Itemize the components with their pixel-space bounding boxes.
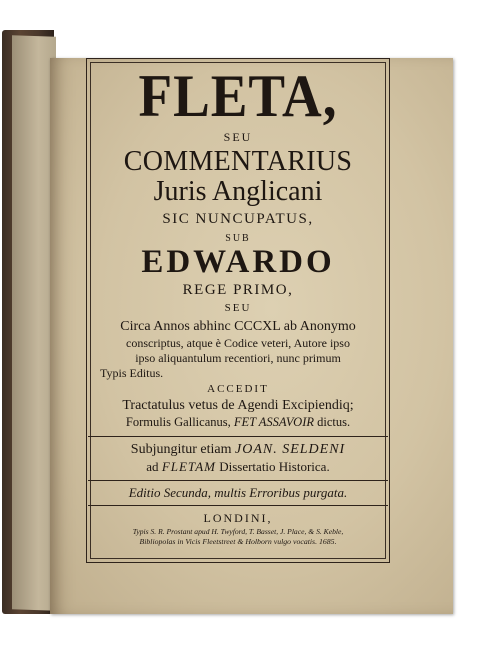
- circa-line-3: ipso aliquantulum recentiori, nunc primum: [135, 351, 341, 365]
- subjungitur-text: Subjungitur etiam: [130, 441, 232, 457]
- edwardo-line: EDWARDO: [141, 244, 335, 280]
- seu-line: SEU: [223, 130, 253, 144]
- subjungitur-line: [96, 443, 380, 457]
- fet-assavoir: FET ASSAVOIR: [233, 415, 314, 429]
- circa-line-4: Typis Editus.: [100, 366, 164, 380]
- circa-line-2: conscriptus, atque è Codice veteri, Autore ipso: [126, 336, 350, 350]
- fletam-text: FLETAM: [161, 458, 216, 474]
- imprint-line-1: Typis S. R. Prostant apud H. Twyford, T. Basset, J. Place, & S. Keble,: [132, 526, 344, 536]
- dissertatio-line: [96, 460, 380, 473]
- imprint-line-2: Bibliopolas in Vicis Fleetstreet & Holborn vulgo vocatis. 1685.: [139, 537, 337, 547]
- sub-line: SUB: [225, 233, 251, 244]
- divider-rule-3: [88, 505, 388, 506]
- londini-line: LONDINI,: [203, 510, 273, 525]
- main-title: FLETA,: [138, 61, 338, 130]
- dissertatio-text: Dissertatio Historica.: [219, 458, 330, 474]
- divider-rule-2: [88, 480, 388, 481]
- commentarius-line: COMMENTARIUS: [123, 146, 353, 177]
- circa-line-1: Circa Annos abhinc CCCXL ab Anonymo: [120, 319, 356, 334]
- nuncupatus-line: SIC NUNCUPATUS,: [162, 211, 314, 227]
- circa-paragraph: [96, 320, 380, 379]
- editio-line: Editio Secunda, multis Erroribus purgata.: [128, 484, 348, 500]
- accedit-line: ACCEDIT: [207, 383, 269, 395]
- selden-name: JOAN. SELDENI: [235, 441, 346, 457]
- ad-text: ad: [146, 458, 159, 474]
- formulis-line: [96, 416, 380, 429]
- title-page-text: [96, 62, 380, 546]
- dictus-text: dictus.: [317, 415, 351, 429]
- juris-line: Juris Anglicani: [153, 176, 323, 207]
- tractatulus-line: Tractatulus vetus de Agendi Excipiendiq;: [122, 398, 354, 413]
- rege-line: REGE PRIMO,: [182, 282, 294, 298]
- seu-line-2: SEU: [224, 302, 252, 314]
- divider-rule-1: [88, 436, 388, 437]
- formulis-text: Formulis Gallicanus,: [125, 415, 231, 429]
